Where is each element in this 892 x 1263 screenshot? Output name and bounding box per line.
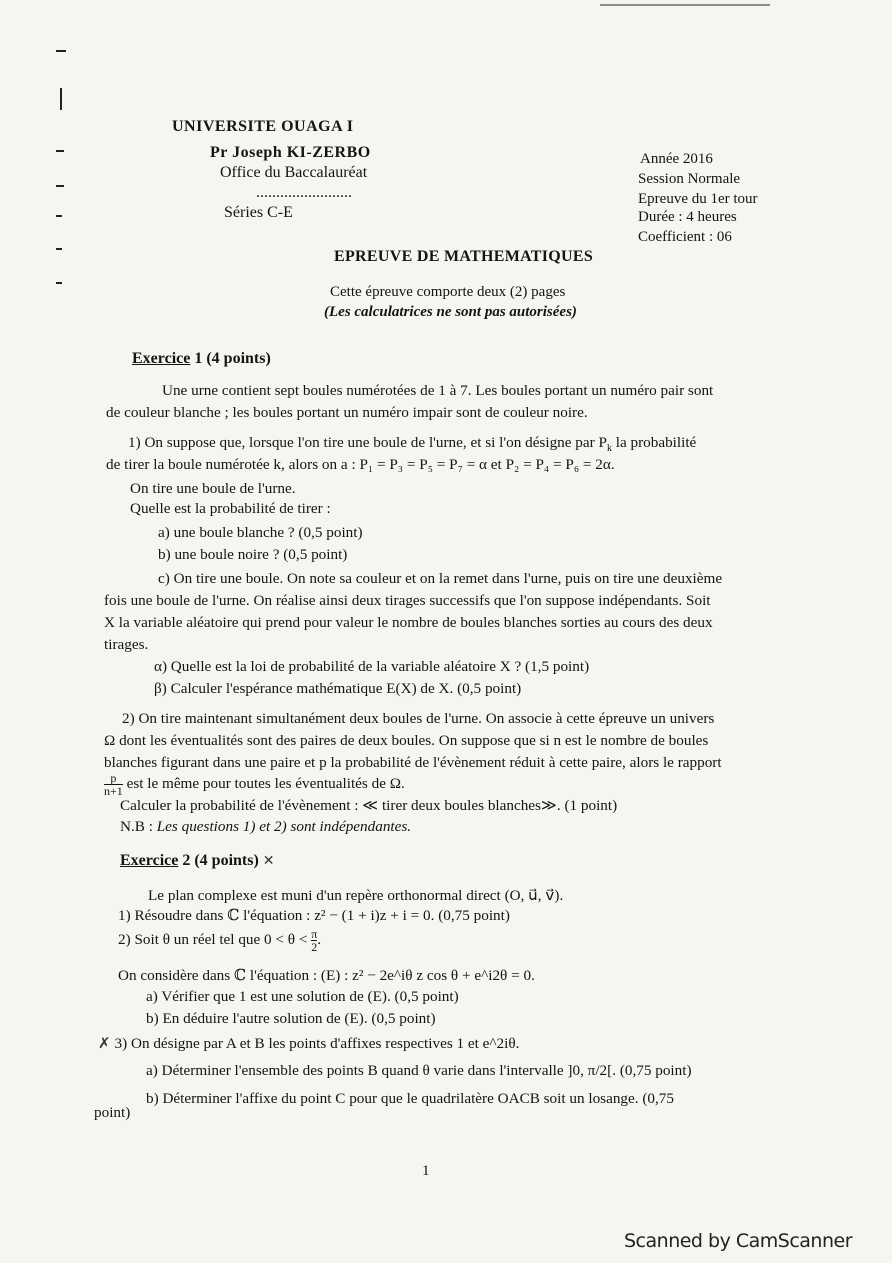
ex1-q1-line: 1) On suppose que, lorsque l'on tire une boule de l'urne, et si l'on désigne par $P_k$ la probabilité [128,434,697,455]
ex1-q1c-line: tirages. [104,636,149,653]
scanner-watermark: Scanned by CamScanner [624,1230,853,1252]
university-subname: Pr Joseph KI-ZERBO [210,144,371,161]
ex2-q3b: b) Déterminer l'affixe du point C pour que le quadrilatère OACB soit un losange. (0,75 [146,1090,674,1107]
ex2-q2-line: 2) Soit θ un réel tel que 0 < θ < $\frac{\pi}{2}$ . [118,927,322,954]
ex1-q1c-line: X la variable aléatoire qui prend pour valeur le nombre de boules blanches sorties au cours des deux [104,614,713,631]
scan-mark [56,50,66,52]
ex1-q2-question: Calculer la probabilité de l'évènement : ≪ tirer deux boules blanches≫. (1 point) [120,797,618,814]
ex1-intro-line: de couleur blanche ; les boules portant un numéro impair sont de couleur noire. [106,404,588,421]
exercise-1-title: Exercice 1 (4 points) [132,350,271,367]
scan-mark [56,150,64,152]
ex1-q1-draw: On tire une boule de l'urne. [130,480,296,497]
ratio-fraction: $\frac{p}{n+1}$ [104,771,123,798]
university-name: UNIVERSITE OUAGA I [172,118,354,135]
ex2-q2-equation: On considère dans ℂ l'équation : (E) : z² − 2e^iθ z cos θ + e^i2θ = 0. [118,967,535,984]
ex1-q1c-beta: β) Calculer l'espérance mathématique E(X) de X. (0,5 point) [154,680,522,697]
ex2-q3: ✗ 3) On désigne par A et B les points d'affixes respectives 1 et e^2iθ. [98,1035,520,1052]
ex1-q2-line: 2) On tire maintenant simultanément deux boules de l'urne. On associe à cette épreuve un univers [122,710,715,727]
calculator-note: (Les calculatrices ne sont pas autorisées) [324,304,577,320]
ex1-note: N.B : Les questions 1) et 2) sont indépendantes. [120,818,412,835]
ex2-q2a: a) Vérifier que 1 est une solution de (E). (0,5 point) [146,988,459,1005]
exam-subtitle: Cette épreuve comporte deux (2) pages [330,284,566,300]
scan-mark [600,4,770,6]
ex1-q1-line: de tirer la boule numérotée k, alors on a : P₁ = P₃ = P₅ = P₇ = α et P₂ = P₄ = P₆ = 2α. [106,456,615,473]
header-year: Année 2016 [640,151,713,167]
scan-mark [60,88,62,110]
office-name: Office du Baccalauréat [220,164,368,181]
ex2-intro: Le plan complexe est muni d'un repère orthonormal direct (O, u⃗, v⃗). [148,887,564,904]
pi-over-2-fraction: $\frac{\pi}{2}$ [311,927,318,954]
page-number: 1 [422,1162,430,1179]
ex1-q1-question: Quelle est la probabilité de tirer : [130,500,331,517]
ex2-q3b-end: point) [94,1104,131,1121]
header-session: Session Normale [638,171,741,187]
ex1-q2-line: Ω dont les éventualités sont des paires de deux boules. On suppose que si n est le nombre de boules [104,732,709,749]
scan-mark [56,215,62,217]
ex1-q2-line: $\frac{p}{n+1}$ est le même pour toutes les éventualités de Ω. [104,771,405,798]
exam-title: EPREUVE DE MATHEMATIQUES [334,248,594,265]
header-round: Epreuve du 1er tour [638,191,758,207]
ex1-q1c-line: fois une boule de l'urne. On réalise ainsi deux tirages successifs que l'on suppose indépendants. Soit [104,592,711,609]
series: Séries C-E [224,204,293,221]
ex1-q1a: a) une boule blanche ? (0,5 point) [158,524,363,541]
header-dots: ........................ [256,184,352,201]
handwritten-x-mark: ✕ [262,854,275,869]
scan-mark [56,282,62,284]
ex1-q1c-alpha: α) Quelle est la loi de probabilité de la variable aléatoire X ? (1,5 point) [154,658,590,675]
ex1-intro-line: Une urne contient sept boules numérotées de 1 à 7. Les boules portant un numéro pair sont [162,382,714,399]
ex2-q2b: b) En déduire l'autre solution de (E). (0,5 point) [146,1010,436,1027]
handwritten-check-mark: ✗ [98,1035,111,1052]
ex2-q3a: a) Déterminer l'ensemble des points B quand θ varie dans l'intervalle ]0, π/2[. (0,75 point) [146,1062,692,1079]
header-coefficient: Coefficient : 06 [638,229,732,245]
ex2-q1: 1) Résoudre dans ℂ l'équation : z² − (1 + i)z + i = 0. (0,75 point) [118,907,510,924]
scan-mark [56,185,64,187]
ex1-q1c-line: c) On tire une boule. On note sa couleur et on la remet dans l'urne, puis on tire une deuxième [158,570,723,587]
ex1-q1b: b) une boule noire ? (0,5 point) [158,546,348,563]
exercise-2-title: Exercice 2 (4 points) ✕ [120,852,275,869]
header-duration: Durée : 4 heures [638,209,737,225]
scan-mark [56,248,62,250]
ex1-q2-line: blanches figurant dans une paire et p la probabilité de l'évènement réduit à cette paire, alors le rapport [104,754,722,771]
